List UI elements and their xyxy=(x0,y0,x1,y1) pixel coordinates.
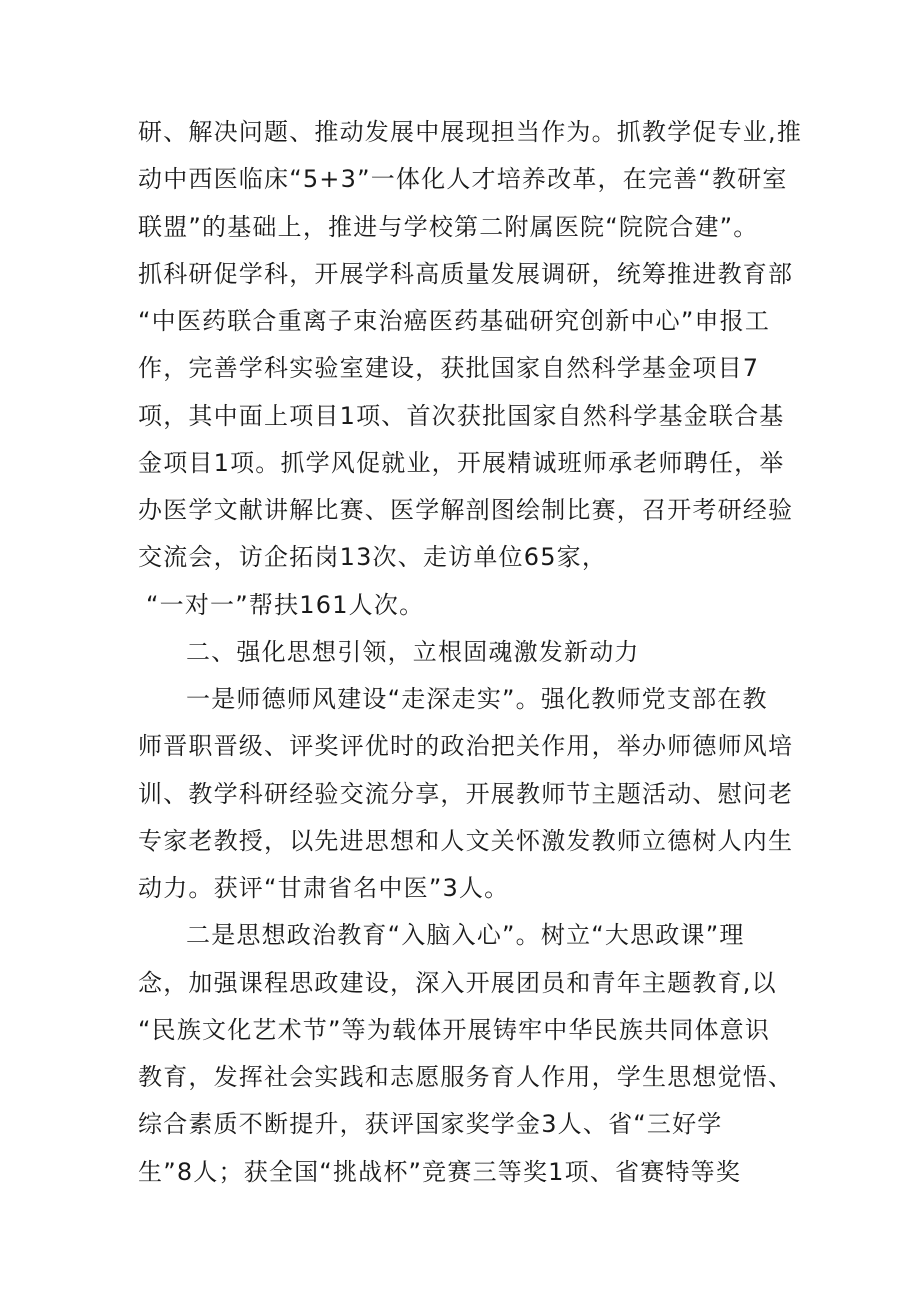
paragraph-line: 二是思想政治教育“入脑入心”。树立“大思政课”理 xyxy=(186,921,745,949)
paragraph-line: 交流会，访企拓岗13次、走访单位65家， xyxy=(138,543,608,571)
paragraph-line: “民族文化艺术节”等为载体开展铸牢中华民族共同体意识 xyxy=(138,1016,771,1044)
section-heading: 二、强化思想引领，立根固魂激发新动力 xyxy=(186,638,640,666)
paragraph-line: “一对一”帮扶161人次。 xyxy=(146,591,425,619)
paragraph-line: 教育，发挥社会实践和志愿服务育人作用，学生思想觉悟、 xyxy=(138,1063,794,1091)
paragraph-line: 动中西医临床“5+3”一体化人才培养改革，在完善“教研室 xyxy=(138,165,788,193)
paragraph-line: 研、解决问题、推动发展中展现担当作为。抓教学促专业,推 xyxy=(138,118,803,146)
paragraph-line: 生”8人；获全国“挑战杯”竞赛三等奖1项、省赛特等奖 xyxy=(138,1158,742,1186)
paragraph-line: 动力。获评“甘肃省名中医”3人。 xyxy=(138,874,510,902)
paragraph-line: 综合素质不断提升，获评国家奖学金3人、省“三好学 xyxy=(138,1110,723,1138)
paragraph-line: 办医学文献讲解比赛、医学解剖图绘制比赛，召开考研经验 xyxy=(138,496,794,524)
paragraph-line: 抓科研促学科，开展学科高质量发展调研，统筹推进教育部 xyxy=(138,260,794,288)
paragraph-line: “中医药联合重离子束治癌医药基础研究创新中心”申报工 xyxy=(138,307,771,335)
paragraph-line: 专家老教授，以先进思想和人文关怀激发教师立德树人内生 xyxy=(138,827,794,855)
paragraph-line: 金项目1项。抓学风促就业，开展精诚班师承老师聘任，举 xyxy=(138,449,785,477)
paragraph-line: 训、教学科研经验交流分享，开展教师节主题活动、慰问老 xyxy=(138,780,794,808)
paragraph-line: 项，其中面上项目1项、首次获批国家自然科学基金联合基 xyxy=(138,402,785,430)
paragraph-line: 念，加强课程思政建设，深入开展团员和青年主题教育,以 xyxy=(138,969,777,997)
paragraph-line: 一是师德师风建设“走深走实”。强化教师党支部在教 xyxy=(186,685,768,713)
paragraph-line: 作，完善学科实验室建设，获批国家自然科学基金项目7 xyxy=(138,354,760,382)
paragraph-line: 师晋职晋级、评奖评优时的政治把关作用，举办师德师风培 xyxy=(138,732,794,760)
paragraph-line: 联盟”的基础上，推进与学校第二附属医院“院院合建”。 xyxy=(138,213,759,241)
